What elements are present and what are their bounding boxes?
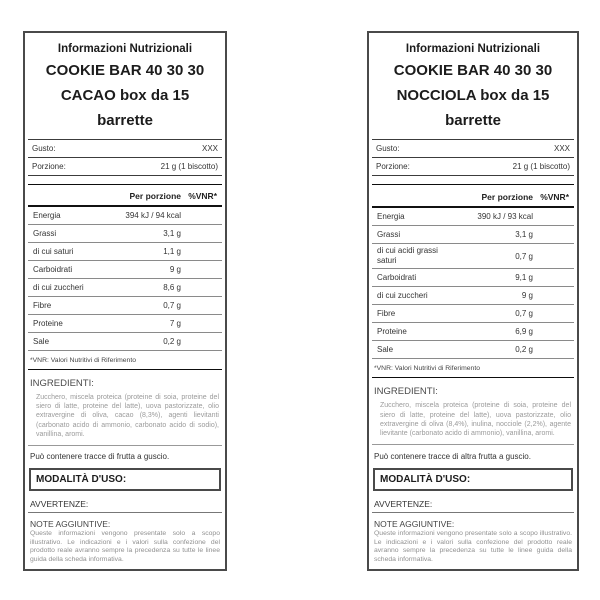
row-value: 0,7 g [515,251,533,261]
warnings-heading: AVVERTENZE: [374,498,433,509]
table-row [372,305,574,323]
table-row [28,225,222,243]
col-per-porzione: Per porzione [129,191,181,202]
usage-box: MODALITÀ D'USO: [373,468,573,491]
flavor-pack-line: NOCCIOLA box da 15 [396,87,550,104]
nutrition-label-nocciola [367,31,579,571]
vnr-footnote: *VNR: Valori Nutritivi di Riferimento [30,357,137,365]
usage-box: MODALITÀ D'USO: [29,468,221,491]
table-row [28,333,222,351]
nutrition-label-cacao [23,31,227,571]
row-value: 7 g [169,319,181,329]
col-vnr: %VNR* [188,191,217,202]
gusto-value: XXX [553,144,570,153]
table-row [28,297,222,315]
row-value: 3,1 g [515,230,533,240]
table-row [372,208,574,226]
porzione-label: Porzione: [376,162,410,171]
row-name: Sale [33,336,50,346]
ingredients-text: Zucchero, miscela proteica (proteine di soia, proteine del siero di latte, proteine del latte), uova pastorizzate, olio extravergine di oliva (8,4%), inulina, nocciole (2,2%), agente lievitante (carbonato acido di ammonio), vanillina, aromi. [380,402,571,438]
row-value: 6,9 g [515,327,533,337]
row-name: Grassi [33,228,57,238]
flavor-pack-line: CACAO box da 15 [60,87,190,104]
row-name: Grassi [377,229,401,239]
col-per-porzione: Per porzione [481,192,533,203]
table-header [372,185,574,208]
row-value: 8,6 g [163,283,181,293]
label-header [25,33,225,133]
label-title: Informazioni Nutrizionali [57,43,193,55]
info-rows [28,139,222,176]
row-value: 390 kJ / 93 kcal [477,212,533,222]
porzione-row [372,158,574,176]
row-name: Sale [377,344,394,354]
table-row [28,261,222,279]
row-value: 9 g [521,291,533,301]
pack-unit-line: barrette [445,112,501,129]
row-name: di cui zuccheri [33,282,84,292]
table-row [28,279,222,297]
col-vnr: %VNR* [540,192,569,203]
row-name: Carboidrati [33,264,73,274]
label-title: Informazioni Nutrizionali [405,43,541,55]
table-row [372,323,574,341]
row-value: 0,7 g [163,301,181,311]
table-row [372,287,574,305]
gusto-row [372,140,574,158]
row-value: 0,2 g [163,337,181,347]
allergen-note: Può contenere tracce di altra frutta a guscio. [374,451,531,461]
pack-unit-line: barrette [97,112,153,129]
row-name: di cui acidi grassi saturi [377,246,438,266]
table-row [28,315,222,333]
row-name: Fibre [33,300,52,310]
gusto-row [28,140,222,158]
porzione-label: Porzione: [32,162,66,171]
gusto-label: Gusto: [376,144,400,153]
porzione-value: 21 g (1 biscotto) [512,162,570,171]
product-name: COOKIE BAR 40 30 30 [45,62,205,79]
row-name: di cui saturi [33,246,74,256]
row-name: Energia [377,211,405,221]
notes-text: Queste informazioni vengono presentate solo a scopo illustrativo. Le indicazioni e i valori sulla confezione del prodotto reale avranno sempre la precedenza su tutte le linee guida della scheda informativa. [374,530,572,563]
ingredients-heading: INGREDIENTI: [374,386,438,398]
row-value: 394 kJ / 94 kcal [125,211,181,221]
gusto-label: Gusto: [32,144,56,153]
row-name: Proteine [33,318,63,328]
gusto-value: XXX [201,144,218,153]
row-value: 3,1 g [163,229,181,239]
notes-text: Queste informazioni vengono presentate solo a scopo illustrativo. Le indicazioni e i valori sulla confezione del prodotto reale avranno sempre la precedenza su tutte le linee guida della scheda informativa. [30,530,220,563]
ingredients-text: Zucchero, miscela proteica (proteine di soia, proteine del siero di latte, proteine del latte), uova pastorizzate, olio extravergine di oliva, cacao (8,3%), agenti lievitanti (carbonato acido di ammonio, carbonato acido di sodio), vanillina, aromi. [36,393,219,438]
row-value: 0,7 g [515,309,533,319]
row-value: 9,1 g [515,273,533,283]
row-name: Carboidrati [377,272,417,282]
allergen-note: Può contenere tracce di frutta a guscio. [30,452,170,462]
row-value: 9 g [169,265,181,275]
label-header [369,33,577,133]
ingredients-heading: INGREDIENTI: [30,377,94,389]
product-name: COOKIE BAR 40 30 30 [393,62,553,79]
porzione-value: 21 g (1 biscotto) [160,162,218,171]
table-row [372,226,574,244]
info-rows [372,139,574,176]
notes-heading: NOTE AGGIUNTIVE: [374,519,455,530]
table-row [28,207,222,225]
row-value: 1,1 g [163,247,181,257]
table-row [28,243,222,261]
row-value: 0,2 g [515,345,533,355]
nutrition-table [28,184,222,351]
row-name: Energia [33,210,61,220]
notes-heading: NOTE AGGIUNTIVE: [30,519,111,530]
warnings-heading: AVVERTENZE: [30,499,89,510]
row-name: Proteine [377,326,407,336]
table-row [372,244,574,269]
table-row [372,341,574,359]
row-name: di cui zuccheri [377,290,428,300]
vnr-footnote: *VNR: Valori Nutritivi di Riferimento [374,365,481,373]
table-header [28,184,222,207]
row-name: Fibre [377,308,396,318]
nutrition-table [372,185,574,359]
table-row [372,269,574,287]
porzione-row [28,158,222,176]
